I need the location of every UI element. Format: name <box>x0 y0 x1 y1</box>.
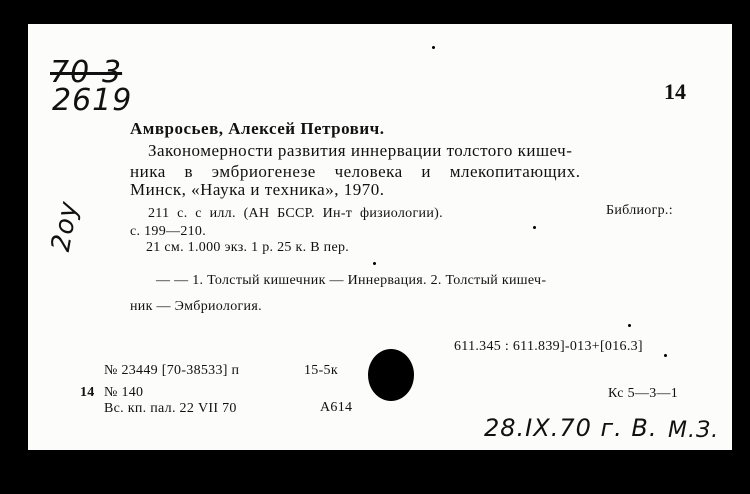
registry-line-1b: 15-5к <box>304 363 338 378</box>
speck <box>664 354 667 357</box>
author-heading: Амвросьев, Алексей Петрович. <box>130 119 385 138</box>
physical-description-1a: 211 с. с илл. (АН БССР. Ин-т физиологии). <box>148 206 443 221</box>
title-line-1: Закономерности развития иннервации толстого кишеч- <box>148 141 573 160</box>
handwritten-initials: М.З. <box>668 418 720 443</box>
handwritten-date: 28.IX.70 г. В. <box>484 414 658 442</box>
title-line-2: ника в эмбриогенезе человека и млекопитающих. <box>130 162 581 181</box>
speck <box>432 46 435 49</box>
ink-stamp-blot <box>368 349 414 401</box>
physical-description-2: с. 199—210. <box>130 224 207 239</box>
speck <box>373 262 376 265</box>
registry-line-2b: № 140 <box>104 385 144 400</box>
speck <box>533 226 536 229</box>
publication-line: Минск, «Наука и техника», 1970. <box>130 180 385 199</box>
registry-line-2a: 14 <box>80 385 95 400</box>
physical-description-1b: Библиогр.: <box>606 203 673 218</box>
udc-classification: 611.345 : 611.839]-013+[016.3] <box>454 339 643 354</box>
margin-handwriting: 2оу <box>46 198 85 254</box>
subjects-line-2: ник — Эмбриология. <box>130 299 262 314</box>
registry-line-3b: А614 <box>320 400 353 415</box>
kc-code: Кс 5—3—1 <box>608 386 679 401</box>
physical-description-3: 21 см. 1.000 экз. 1 р. 25 к. В пер. <box>146 240 350 255</box>
subjects-line-1: — — 1. Толстый кишечник — Иннервация. 2. Толстый кишеч- <box>156 273 547 288</box>
registry-line-3a: Вс. кп. пал. 22 VII 70 <box>104 401 237 416</box>
handwritten-call-number: 70-3 <box>50 55 123 90</box>
registry-line-1a: № 23449 [70-38533] п <box>104 363 240 378</box>
card-number: 14 <box>664 79 686 104</box>
catalog-card <box>28 24 732 450</box>
speck <box>628 324 631 327</box>
handwritten-inventory-number: 2619 <box>52 83 133 118</box>
